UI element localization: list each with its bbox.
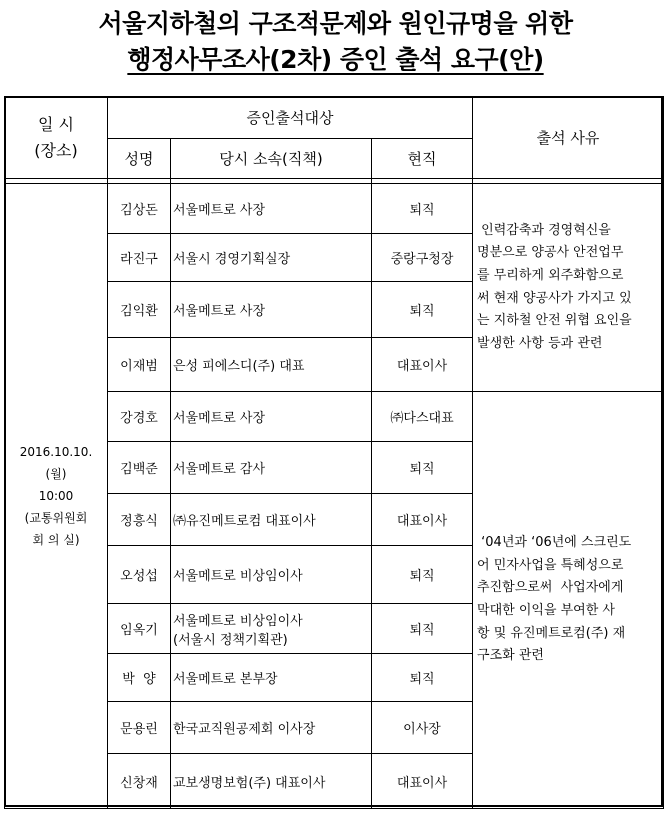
document-title-line2: 행정사무조사(2차) 증인 출석 요구(안) <box>127 45 544 74</box>
witness-current: 대표이사 <box>372 494 473 546</box>
reason-line: 어 민자사업을 특혜성으로 <box>477 557 624 573</box>
session-place-line2: 회 의 실) <box>32 533 80 547</box>
witness-name: 강경호 <box>108 392 171 442</box>
header-witness-target: 증인출석대상 <box>108 97 473 139</box>
header-affiliation: 당시 소속(직책) <box>171 139 372 179</box>
witness-name: 오성섭 <box>108 546 171 604</box>
header-name: 성명 <box>108 139 171 179</box>
header-place-label: (장소) <box>34 140 78 160</box>
header-current: 현직 <box>372 139 473 179</box>
header-date-label: 일 시 <box>38 114 74 134</box>
witness-name: 김백준 <box>108 442 171 494</box>
header-reason: 출석 사유 <box>473 97 664 179</box>
reason-line: 는 지하철 안전 위협 요인을 <box>477 313 632 329</box>
witness-affiliation: ㈜유진메트로컴 대표이사 <box>171 494 372 546</box>
witness-current: 중랑구청장 <box>372 234 473 282</box>
witness-affiliation: 서울메트로 감사 <box>171 442 372 494</box>
witness-name: 라진구 <box>108 234 171 282</box>
witness-name: 박 양 <box>108 654 171 702</box>
reason-line: 를 무리하게 외주화함으로 <box>477 267 624 283</box>
reason-line: ‘04년과 ‘06년에 스크린도 <box>477 535 632 551</box>
reason-line: 항 및 유진메트로컴(주) 재 <box>477 625 626 641</box>
witness-current: 퇴직 <box>372 442 473 494</box>
witness-affiliation: 서울메트로 사장 <box>171 282 372 338</box>
session-place-line1: (교통위원회 <box>24 511 88 525</box>
witness-affiliation: 서울메트로 비상임이사 <box>173 613 303 629</box>
witness-affiliation: 교보생명보험(주) 대표이사 <box>171 754 372 809</box>
witness-name: 신창재 <box>108 754 171 809</box>
session-date: 2016.10.10. <box>19 445 93 459</box>
witness-current: 대표이사 <box>372 338 473 392</box>
witness-current: 대표이사 <box>372 754 473 809</box>
witness-affiliation: 서울메트로 사장 <box>171 392 372 442</box>
witness-current: 퇴직 <box>372 184 473 234</box>
witness-current: 퇴직 <box>372 604 473 654</box>
witness-name: 문용린 <box>108 702 171 754</box>
reason-line: 명분으로 양공사 안전업무 <box>477 245 624 261</box>
witness-current: 이사장 <box>372 702 473 754</box>
session-weekday: (월) <box>45 467 67 481</box>
reason-line: 추진함으로써 사업자에게 <box>477 580 624 596</box>
witness-affiliation: 서울메트로 사장 <box>171 184 372 234</box>
witness-current: 퇴직 <box>372 282 473 338</box>
witness-name: 김상돈 <box>108 184 171 234</box>
witness-current: 퇴직 <box>372 654 473 702</box>
witness-name: 이재범 <box>108 338 171 392</box>
document-title-line1: 서울지하철의 구조적문제와 원인규명을 위한 <box>98 9 573 38</box>
witness-name: 임옥기 <box>108 604 171 654</box>
reason-line: 써 현재 양공사가 가지고 있 <box>477 290 632 306</box>
witness-affiliation: 서울메트로 본부장 <box>171 654 372 702</box>
witness-current: ㈜다스대표 <box>372 392 473 442</box>
table-outer-border <box>4 96 663 807</box>
reason-line: 구조화 관련 <box>477 648 544 664</box>
reason-line: 발생한 사항 등과 관련 <box>477 335 603 351</box>
witness-affiliation: 은성 피에스디(주) 대표 <box>171 338 372 392</box>
reason-line: 막대한 이익을 부여한 사 <box>477 603 615 618</box>
witness-current: 퇴직 <box>372 546 473 604</box>
witness-affiliation: 서울메트로 비상임이사 <box>171 546 372 604</box>
witness-affiliation: 한국교직원공제회 이사장 <box>171 702 372 754</box>
witness-affiliation-note: (서울시 정책기획관) <box>173 632 288 648</box>
witness-name: 김익환 <box>108 282 171 338</box>
witness-affiliation: 서울시 경영기획실장 <box>171 234 372 282</box>
session-time: 10:00 <box>38 489 74 503</box>
reason-line: 인력감축과 경영혁신을 <box>477 222 611 238</box>
witness-name: 정흥식 <box>108 494 171 546</box>
